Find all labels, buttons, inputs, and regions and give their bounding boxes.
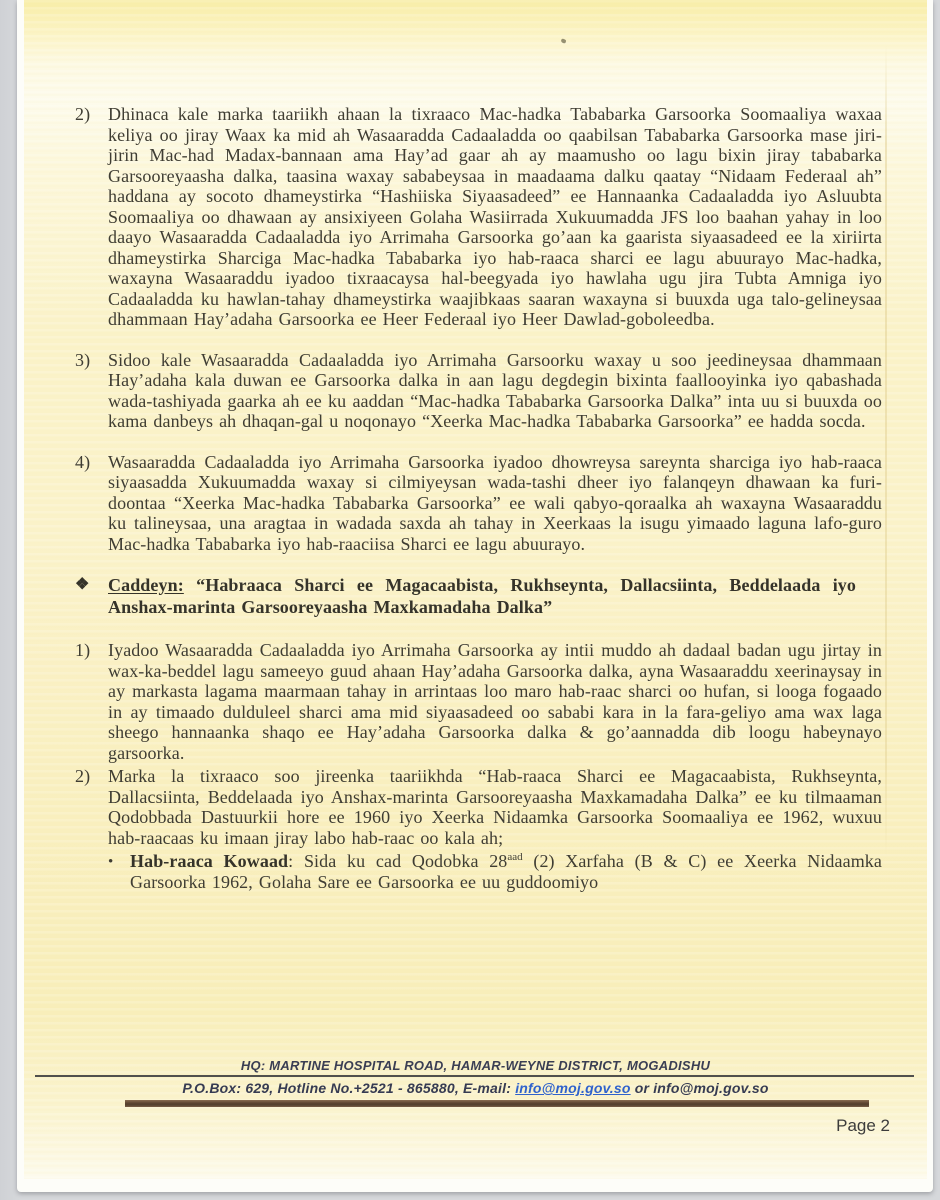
paragraph-text: Iyadoo Wasaaradda Cadaaladda iyo Arrimaha Garsoorka ay intii muddo ah dadaal badan ugu jirtay in wax-ka-beddel lagu sameeyo guud ahaan Hay’adaha Garsoorka dalka, ayna Wasaaraddu xeerinaysay in ay markasta lagama maarmaan tahay in arrintaas loo maro hab-raac sharci oo hufan, si looga fogaado in ay timaado dulduleel sharci ama mid siyaasadeed oo sababi kara in la fara-geliyo ama wax laga sheego hannaanka shaqo ee Hay’adaha Garsoorka dalka & go’aannadda dib loogu habeynayo garsoorka.	[108, 640, 882, 763]
footer-or-text: or	[634, 1080, 650, 1096]
document-page	[17, 0, 933, 1192]
bullet-list-item	[108, 851, 882, 892]
bullet-item-text	[130, 851, 882, 892]
section-heading-title: “Habraaca Sharci ee Magacaabista, Rukhseynta, Dallacsiinta, Beddelaada iyo Anshax-marinta Garsooreyaasha Maxkamadaha Dalka”	[108, 575, 857, 617]
bullet-item-body-start: : Sida ku cad Qodobka 28	[288, 851, 508, 871]
footer-contact-line	[24, 1080, 927, 1096]
paper-area	[24, 0, 927, 1179]
page-footer	[24, 1058, 927, 1136]
paragraph-text: Sidoo kale Wasaaradda Cadaaladda iyo Arrimaha Garsoorku waxay u soo jeedineysaa dhammaan Hay’adaha kala duwan ee Garsoorka dalka in aan lagu degdegin bixinta faallooyinka iyo qabashada wada-tashiyada gaarka ah ee ku aaddan “Mac-hadka Tababarka Garsoorka Dalka” inta uu si buuxda oo kama danbeys ah dhaqan-gal u noqonayo “Xeerka Mac-hadka Tababarka Garsoorka” ee hadda socda.	[108, 349, 882, 431]
paragraph-item-4	[75, 452, 882, 555]
list-number: 4)	[75, 451, 91, 472]
list-number: 3)	[75, 349, 91, 370]
diamond-bullet-icon: ❖	[75, 576, 90, 593]
sub-paragraph-item-1	[75, 640, 882, 763]
bullet-icon: •	[108, 854, 114, 870]
section-heading	[75, 574, 882, 618]
list-number: 2)	[75, 104, 91, 124]
list-number: 2)	[75, 766, 91, 786]
paragraph-item-2	[75, 104, 882, 330]
footer-address-line: HQ: MARTINE HOSPITAL ROAD, HAMAR-WEYNE DISTRICT, MOGADISHU	[240, 1058, 711, 1073]
paragraph-item-3	[75, 350, 882, 432]
section-heading-label: Caddeyn:	[108, 575, 184, 595]
list-number: 1)	[75, 640, 91, 660]
paragraph-text: Wasaaradda Cadaaladda iyo Arrimaha Garsoorka iyadoo dhowreysa sareynta sharciga iyo hab-raaca siyaasadda Xukuumadda waxay si cilmiyeysan wada-tashi dheer iyo falanqeyn dhawaan ka furi-doontaa “Xeerka Mac-hadka Tababarka Garsoorka” ee wali qabyo-qoraalka ah waxayna Wasaaraddu ku talineysaa, una aragtaa in wadada saxda ah tahay in Xeerkaas la isugu yimaado laguna lafo-guro Mac-hadka Tababarka iyo hab-raaciisa Sharci ee lagu abuurayo.	[108, 451, 882, 554]
ordinal-superscript: aad	[507, 851, 523, 863]
paragraph-text: Marka la tixraaco soo jireenka taariikhda “Hab-raaca Sharci ee Magacaabista, Rukhseynta, Dallacsiinta, Beddelaada iyo Anshax-marinta Garsooreyaasha Maxkamadaha Dalka” ee ku tilmaaman Qodobbada Dastuurkii hore ee 1960 iyo Xeerka Nidaamka Garsoorka Soomaaliya ee 1962, wuxuu hab-raacaas ku imaan jiray labo hab-raac oo kala ah;	[108, 766, 882, 848]
paragraph-text: Dhinaca kale marka taariikh ahaan la tixraaco Mac-hadka Tababarka Garsoorka Soomaaliya waxaa keliya oo jiray Waax ka mid ah Wasaaradda Cadaaladda oo qaabilsan Tababarka Garsoorka mase jiri-jirin Mac-had Madax-bannaan ama Hay’ad gaar ah ay maamusho oo lagu bixin jiray tababarka Garsooreyaasha dalka, taasina waxay sababeysaa in maadaama dalku qaatay “Nidaam Federaal ah” haddana ay socoto dhameystirka “Hashiiska Siyaasadeed” ee Hannaanka Cadaaladda iyo Asluubta Soomaaliya oo dhawaan ay ansixiyeen Golaha Wasiirrada Xukuumadda JFS loo baahan yahay in loo daayo Wasaaradda Cadaaladda iyo Arrimaha Garsoorka go’aan ka gaarista siyaasadeed ee la xiriirta dhameystirka Sharciga Mac-hadka Tababarka iyo hab-raaca sharci ee lagu abuurayo Mac-hadka, waxayna Wasaaraddu iyadoo tixraacaysa hal-beegyada iyo hawlaha ugu jira Tubta Amniga iyo Cadaaladda ku hawlan-tahay dhameystirka waajibkaas saaran waxayna si buuxda uga talo-gelineysaa dhammaan Hay’adaha Garsoorka ee Heer Federaal iyo Heer Dawlad-goboleedba.	[108, 104, 882, 329]
section-heading-text	[108, 574, 882, 618]
footer-divider-line	[35, 1075, 914, 1077]
sub-paragraph-item-2	[75, 766, 882, 848]
footer-email-plain: info@moj.gov.so	[653, 1080, 769, 1096]
email-link[interactable]: info@moj.gov.so	[515, 1080, 631, 1096]
bullet-item-body-end: (2) Xarfaha (B & C) ee Xeerka Nidaamka Garsoorka 1962, Golaha Sare ee Garsoorka ee uu guddoomiyo	[130, 851, 882, 892]
document-body	[24, 0, 927, 892]
footer-contact-prefix: P.O.Box: 629, Hotline No.+2521 - 865880, E-mail:	[182, 1080, 512, 1096]
bullet-item-label: Hab-raaca Kowaad	[130, 851, 289, 871]
page-number: Page 2	[836, 1116, 890, 1135]
footer-thick-bar	[125, 1100, 869, 1107]
